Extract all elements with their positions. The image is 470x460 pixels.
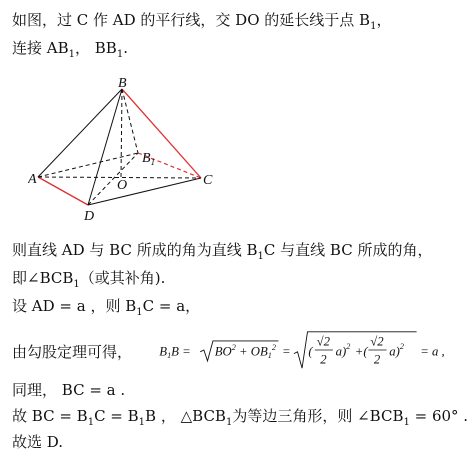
line9-text: 故选 D. <box>12 433 64 451</box>
edge-AD <box>38 177 88 205</box>
line7-text: 同理， BC = a . <box>12 381 126 399</box>
formula-eq: = <box>282 344 291 359</box>
line8-mid3: 为等边三角形，则 ∠BCB <box>232 407 404 425</box>
line4-end: （或其补角). <box>79 269 166 287</box>
label-D: D <box>84 209 95 224</box>
line4-text: 即∠BCB <box>12 269 74 287</box>
rad1-sup: 2 <box>231 343 236 352</box>
formula-lhs-end: B = <box>171 344 191 359</box>
text-line-6 <box>12 342 132 362</box>
frac1-a: a) <box>335 344 347 359</box>
line5-end: C = a， <box>142 297 201 315</box>
line3-sub: 1 <box>257 251 264 262</box>
label-B1-sub: 1 <box>150 157 156 167</box>
frac1-sq: 2 <box>346 342 351 352</box>
frac2-a: a) <box>389 344 400 359</box>
frac1-den: 2 <box>320 352 327 367</box>
frac2-den: 2 <box>373 352 381 367</box>
line2-text: 连接 AB <box>12 39 69 57</box>
line2-sub1: 1 <box>68 49 75 60</box>
line3-end: C 与直线 BC 所成的角， <box>263 241 433 259</box>
rad1-sub: 1 <box>267 351 272 361</box>
line8-sub4: 1 <box>403 417 410 428</box>
rad1-plus: + OB <box>235 344 268 359</box>
label-B1 <box>142 151 155 167</box>
text-line-4 <box>12 268 165 295</box>
line8-sub2: 1 <box>138 417 146 428</box>
line3-text: 则直线 AD 与 BC 所成的角为直线 B <box>12 241 258 259</box>
frac2-sq: 2 <box>399 342 405 352</box>
line8-sub3: 1 <box>225 417 233 428</box>
line5-sub: 1 <box>136 307 143 318</box>
label-C: C <box>203 173 213 188</box>
line8-sub1: 1 <box>87 417 95 428</box>
line5-text: 设 AD = a ，则 B <box>12 297 137 315</box>
formula-open1: ( <box>308 344 313 359</box>
line8-text: 故 BC = B <box>12 407 88 425</box>
formula-lhs-b: B <box>159 344 168 359</box>
formula-rhs: = a , <box>420 344 445 359</box>
radical-1-content <box>215 343 276 360</box>
label-B: B <box>118 78 127 91</box>
line1-text: 如图，过 C 作 AD 的平行线，交 DO 的延长线于点 B <box>12 11 371 29</box>
frac1-tail <box>336 342 351 358</box>
line2-mid: ， BB <box>75 39 117 57</box>
text-line-5 <box>12 296 200 323</box>
formula-plus: +( <box>354 344 368 359</box>
formula-lhs <box>159 344 190 360</box>
text-line-3 <box>12 240 432 267</box>
line8-end: = 60° . <box>409 407 469 425</box>
frac1-num: √2 <box>316 334 330 349</box>
text-line-9 <box>12 432 63 452</box>
line8-mid1: C = B <box>94 407 139 425</box>
label-B1-main: B <box>142 151 151 166</box>
edge-BC-red <box>122 89 201 178</box>
pyramid-figure <box>28 78 228 228</box>
text-line-2 <box>12 38 128 65</box>
text-line-7 <box>12 380 125 400</box>
line4-sub: 1 <box>73 279 80 290</box>
rad1-sup2: 2 <box>271 343 276 352</box>
frac2-tail <box>389 342 404 358</box>
text-line-8 <box>12 406 468 433</box>
edge-DC <box>88 178 201 205</box>
label-O: O <box>117 178 128 193</box>
line1-end: ， <box>376 11 392 29</box>
frac2-num: √2 <box>370 334 384 349</box>
line8-mid2: B ， △BCB <box>145 407 226 425</box>
edge-BO <box>121 89 122 178</box>
pythagoras-formula <box>140 330 465 370</box>
line2-end: . <box>123 39 128 57</box>
text-line-1 <box>12 10 391 37</box>
line6-text: 由勾股定理可得， <box>12 343 133 361</box>
edge-AB1 <box>38 153 138 177</box>
rad1-bo: BO <box>214 344 232 359</box>
formula-lhs-sub: 1 <box>167 351 172 361</box>
label-A: A <box>28 172 37 187</box>
line2-sub2: 1 <box>116 49 124 60</box>
line1-sub: 1 <box>370 21 377 32</box>
